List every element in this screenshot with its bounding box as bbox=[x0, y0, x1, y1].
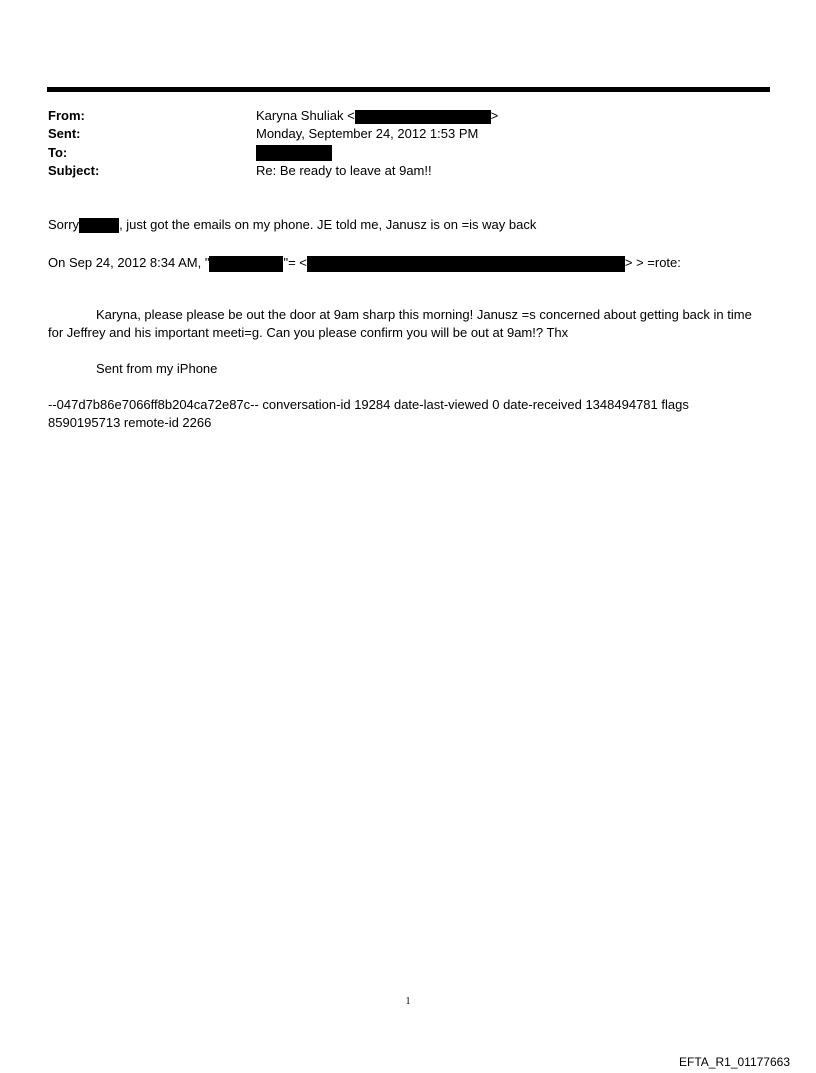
quote-mid: "= < bbox=[283, 255, 307, 270]
metadata-line-2: 8590195713 remote-id 2266 bbox=[48, 415, 212, 430]
subject-label: Subject: bbox=[48, 163, 100, 178]
from-value bbox=[256, 108, 498, 124]
reply-line bbox=[48, 216, 536, 234]
sent-value: Monday, September 24, 2012 1:53 PM bbox=[256, 126, 479, 141]
quote-header-line bbox=[48, 254, 681, 272]
redaction-box bbox=[79, 218, 119, 233]
redaction-box bbox=[355, 110, 491, 124]
to-label: To: bbox=[48, 145, 68, 160]
quoted-message: Karyna, please please be out the door at 9am sharp this morning! Janusz =s concerned about getting back in time for Jeffrey and his important meeti=g. Can you please confirm you will be out at 9am!? Thx bbox=[48, 307, 752, 340]
quote-prefix: On Sep 24, 2012 8:34 AM, " bbox=[48, 255, 210, 270]
sent-label: Sent: bbox=[48, 126, 81, 141]
reply-text-rest: , just got the emails on my phone. JE told me, Janusz is on =is way back bbox=[119, 217, 537, 232]
header-rule bbox=[47, 87, 770, 92]
from-open-bracket: < bbox=[347, 108, 355, 123]
page-number: 1 bbox=[405, 996, 411, 1007]
subject-value: Re: Be ready to leave at 9am!! bbox=[256, 163, 432, 178]
quote-end: > > =rote: bbox=[624, 255, 681, 270]
sent-from-signature: Sent from my iPhone bbox=[96, 361, 218, 376]
to-value bbox=[256, 144, 332, 161]
redaction-box bbox=[256, 145, 332, 161]
metadata-line-1: --047d7b86e7066ff8b204ca72e87c-- conversation-id 19284 date-last-viewed 0 date-received 1348494781 flags bbox=[48, 397, 689, 412]
reply-text-start: Sorry bbox=[48, 217, 80, 232]
from-label: From: bbox=[48, 108, 85, 123]
from-close-bracket: > bbox=[490, 108, 499, 123]
from-name: Karyna Shuliak bbox=[256, 108, 344, 123]
redaction-box bbox=[209, 256, 283, 272]
redaction-box bbox=[307, 256, 625, 272]
document-id: EFTA_R1_01177663 bbox=[679, 1055, 790, 1069]
